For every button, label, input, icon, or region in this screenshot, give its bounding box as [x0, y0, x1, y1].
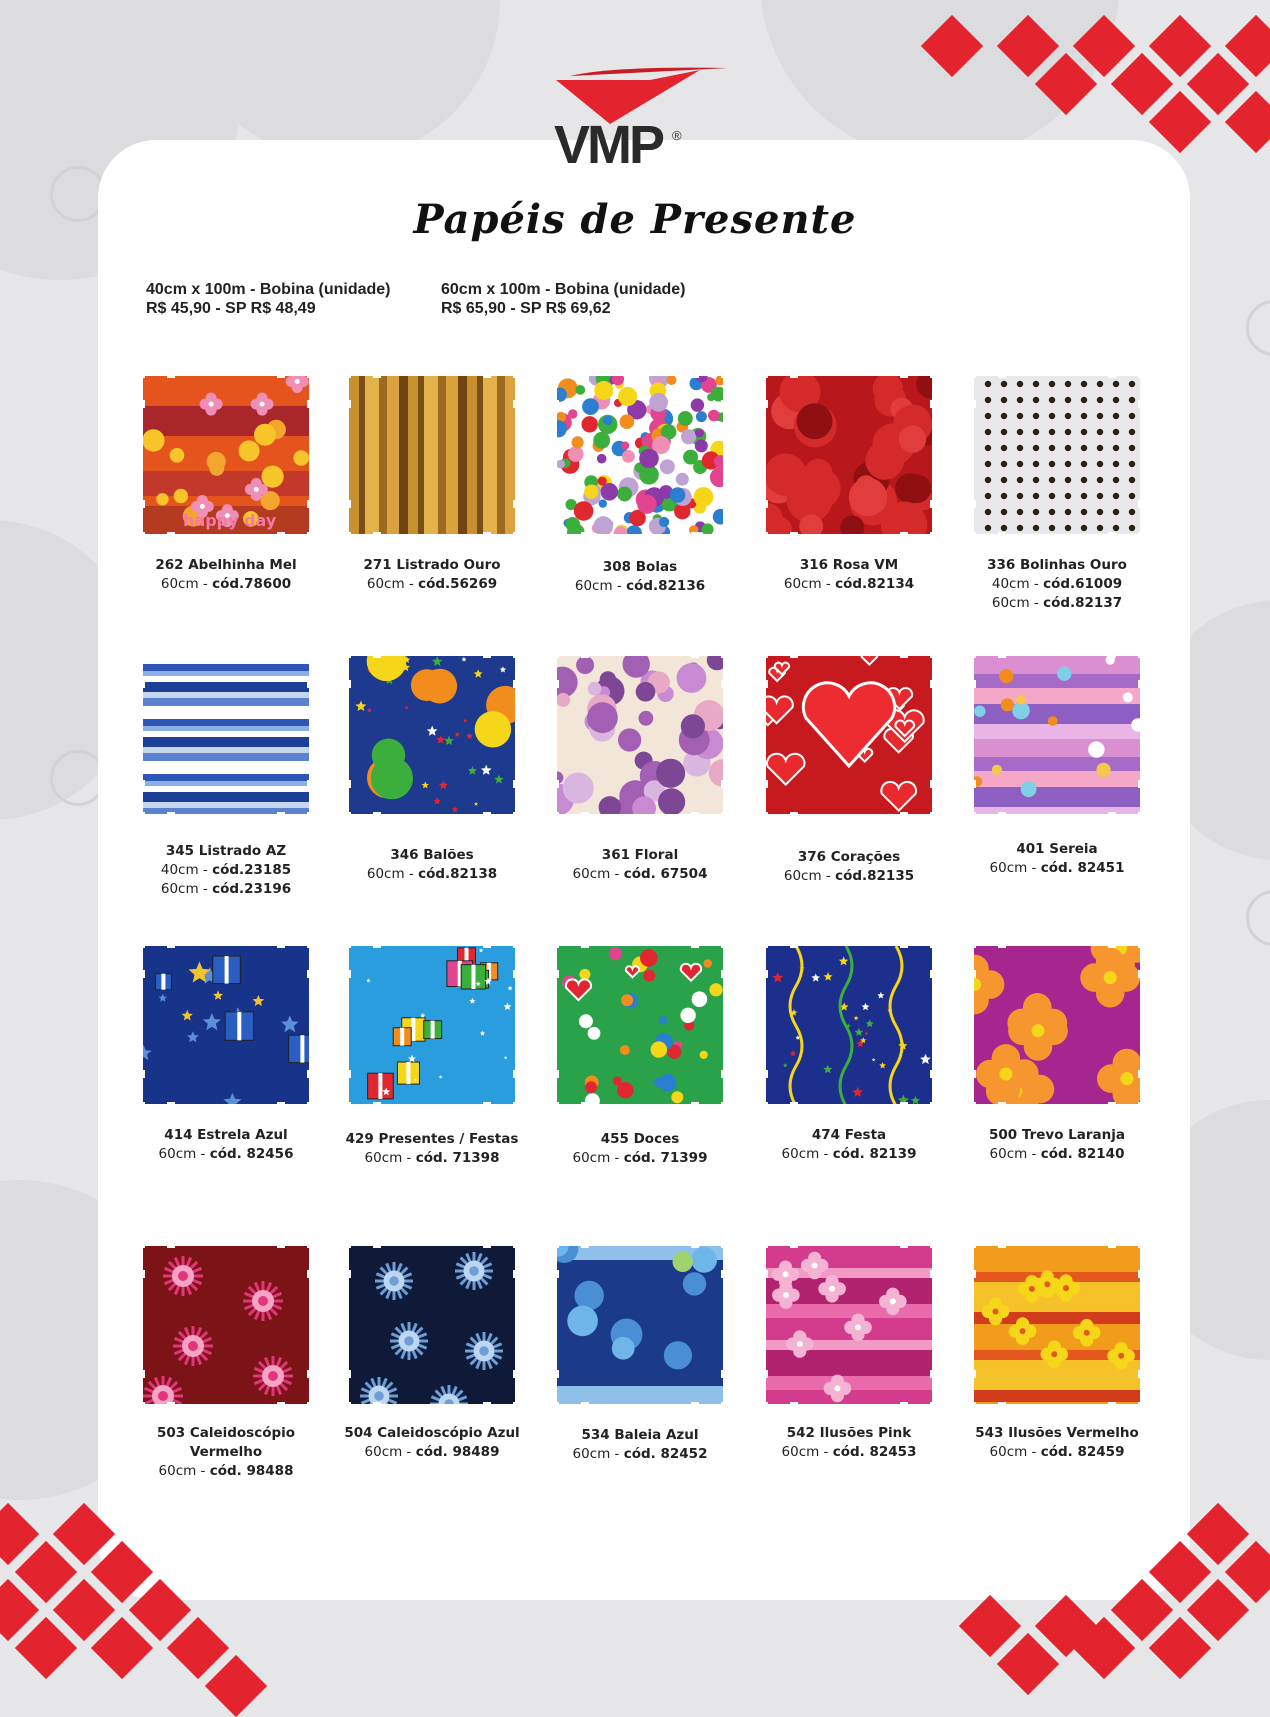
- product-code: cód.82136: [626, 578, 706, 594]
- product-name: 308 Bolas: [602, 559, 678, 575]
- product-size: 60cm -: [572, 866, 624, 882]
- product-code: cód. 82459: [1040, 1444, 1125, 1460]
- page-title: Papéis de Presente: [413, 196, 857, 243]
- product-code: cód.78600: [212, 576, 292, 592]
- product-name: 346 Balões: [390, 847, 474, 863]
- product-caption: [332, 1424, 532, 1462]
- product-code-line: [749, 1145, 949, 1164]
- product-caption: [540, 1130, 740, 1168]
- pattern-swatch: [137, 650, 315, 820]
- product-name: 455 Doces: [600, 1131, 680, 1147]
- price-value-line: R$ 65,90 - SP R$ 69,62: [441, 300, 611, 317]
- pattern-swatch: [760, 940, 938, 1110]
- product-code-line: [957, 1145, 1157, 1164]
- product-name: 504 Caleidoscópio Azul: [344, 1425, 520, 1441]
- product-code-line: [749, 1443, 949, 1462]
- product-name: 401 Sereia: [1016, 841, 1098, 857]
- pattern-swatch: [968, 1240, 1146, 1410]
- product-code-line: [957, 594, 1157, 613]
- product-code-line: [540, 1149, 740, 1168]
- product-code-line: [540, 865, 740, 884]
- pattern-swatch: [551, 1240, 729, 1410]
- brand-logo-text: VMP: [554, 115, 663, 175]
- product-caption: [749, 1126, 949, 1164]
- product-caption: [126, 842, 326, 899]
- product-size: 60cm -: [364, 1150, 416, 1166]
- product-caption: [332, 556, 532, 594]
- product-code: cód. 82456: [209, 1146, 294, 1162]
- product-caption: [126, 1126, 326, 1164]
- pattern-swatch: [137, 940, 315, 1110]
- product-code: cód.82138: [418, 866, 498, 882]
- product-caption: [540, 558, 740, 596]
- product-size: 60cm -: [366, 866, 419, 882]
- product-caption: [957, 556, 1157, 613]
- pattern-swatch: [137, 1240, 315, 1410]
- product-code: cód. 71398: [415, 1150, 500, 1166]
- product-caption: [332, 1130, 532, 1168]
- pattern-swatch: [968, 370, 1146, 540]
- product-size: 60cm -: [160, 881, 213, 897]
- pattern-swatch: [551, 370, 729, 540]
- product-size: 60cm -: [366, 576, 419, 592]
- pattern-swatch: [551, 940, 729, 1110]
- product-code: cód. 82139: [832, 1146, 917, 1162]
- product-name: 542 Ilusões Pink: [786, 1425, 912, 1441]
- pattern-swatch: [760, 1240, 938, 1410]
- product-code-line: [749, 867, 949, 886]
- product-name: 429 Presentes / Festas: [345, 1131, 519, 1147]
- product-code: cód.56269: [418, 576, 498, 592]
- product-code-line: [126, 861, 326, 880]
- pattern-swatch: [343, 940, 521, 1110]
- product-code-line: [126, 1462, 326, 1481]
- product-caption: [749, 556, 949, 594]
- price-size-line: 40cm x 100m - Bobina (unidade): [146, 281, 391, 298]
- product-code: cód. 98489: [415, 1444, 500, 1460]
- product-code: cód. 82453: [832, 1444, 917, 1460]
- pattern-swatch: [968, 940, 1146, 1110]
- registered-mark: ®: [672, 128, 682, 143]
- product-code-line: [126, 880, 326, 899]
- product-name: 271 Listrado Ouro: [363, 557, 501, 573]
- product-size: 60cm -: [572, 1150, 624, 1166]
- product-caption: [957, 1424, 1157, 1462]
- price-value-line: R$ 45,90 - SP R$ 48,49: [146, 300, 316, 317]
- product-code: cód. 82140: [1040, 1146, 1125, 1162]
- product-caption: [126, 1424, 326, 1481]
- product-name: 474 Festa: [811, 1127, 887, 1143]
- product-size: 60cm -: [989, 1146, 1041, 1162]
- product-code-line: [957, 1443, 1157, 1462]
- product-size: 60cm -: [989, 1444, 1041, 1460]
- product-size: 60cm -: [991, 595, 1044, 611]
- price-block-40cm: [146, 280, 391, 318]
- product-size: 60cm -: [781, 1146, 833, 1162]
- product-size: 60cm -: [158, 1463, 210, 1479]
- product-size: 40cm -: [991, 576, 1044, 592]
- product-code-line: [540, 577, 740, 596]
- product-code-line: [126, 1145, 326, 1164]
- product-name: 503 Caleidoscópio Vermelho: [156, 1425, 296, 1460]
- product-caption: [540, 1426, 740, 1464]
- product-name: 316 Rosa VM: [799, 557, 899, 573]
- price-block-60cm: [441, 280, 686, 318]
- product-code-line: [749, 575, 949, 594]
- product-name: 543 Ilusões Vermelho: [975, 1425, 1139, 1441]
- product-size: 60cm -: [781, 1444, 833, 1460]
- product-size: 60cm -: [783, 868, 836, 884]
- product-code: cód.23185: [212, 862, 292, 878]
- product-caption: [332, 846, 532, 884]
- product-code-line: [957, 575, 1157, 594]
- product-size: 40cm -: [160, 862, 213, 878]
- product-code: cód. 98488: [209, 1463, 294, 1479]
- product-caption: [957, 1126, 1157, 1164]
- product-caption: [126, 556, 326, 594]
- product-code: cód.82134: [835, 576, 915, 592]
- price-size-line: 60cm x 100m - Bobina (unidade): [441, 281, 686, 298]
- product-name: 361 Floral: [601, 847, 679, 863]
- product-caption: [540, 846, 740, 884]
- pattern-swatch: [343, 370, 521, 540]
- product-size: 60cm -: [574, 578, 627, 594]
- product-name: 414 Estrela Azul: [164, 1127, 288, 1143]
- product-code: cód. 67504: [623, 866, 708, 882]
- product-size: 60cm -: [572, 1446, 624, 1462]
- product-size: 60cm -: [364, 1444, 416, 1460]
- product-size: 60cm -: [783, 576, 836, 592]
- product-caption: [957, 840, 1157, 878]
- pattern-swatch: [760, 650, 938, 820]
- pattern-swatch: [343, 1240, 521, 1410]
- product-code-line: [332, 575, 532, 594]
- product-code: cód.61009: [1043, 576, 1123, 592]
- product-name: 534 Baleia Azul: [581, 1427, 699, 1443]
- pattern-swatch: [343, 650, 521, 820]
- product-code-line: [332, 865, 532, 884]
- product-code: cód. 82452: [623, 1446, 708, 1462]
- product-size: 60cm -: [160, 576, 213, 592]
- product-size: 60cm -: [989, 860, 1041, 876]
- product-name: 345 Listrado AZ: [165, 843, 287, 859]
- product-code: cód. 71399: [623, 1150, 708, 1166]
- pattern-swatch: [551, 650, 729, 820]
- product-code-line: [540, 1445, 740, 1464]
- product-name: 500 Trevo Laranja: [988, 1127, 1126, 1143]
- product-code-line: [332, 1149, 532, 1168]
- product-name: 376 Corações: [797, 849, 901, 865]
- product-name: 336 Bolinhas Ouro: [987, 557, 1127, 573]
- product-name: 262 Abelhinha Mel: [155, 557, 297, 573]
- product-code: cód.82137: [1043, 595, 1123, 611]
- pattern-swatch: [137, 370, 315, 540]
- svg-text:happy day: happy day: [183, 511, 277, 530]
- product-code: cód.82135: [835, 868, 915, 884]
- product-caption: [749, 1424, 949, 1462]
- product-code: cód.23196: [212, 881, 292, 897]
- product-code-line: [332, 1443, 532, 1462]
- product-size: 60cm -: [158, 1146, 210, 1162]
- product-code-line: [126, 575, 326, 594]
- product-code: cód. 82451: [1040, 860, 1125, 876]
- product-caption: [749, 848, 949, 886]
- pattern-swatch: [968, 650, 1146, 820]
- product-code-line: [957, 859, 1157, 878]
- pattern-swatch: [760, 370, 938, 540]
